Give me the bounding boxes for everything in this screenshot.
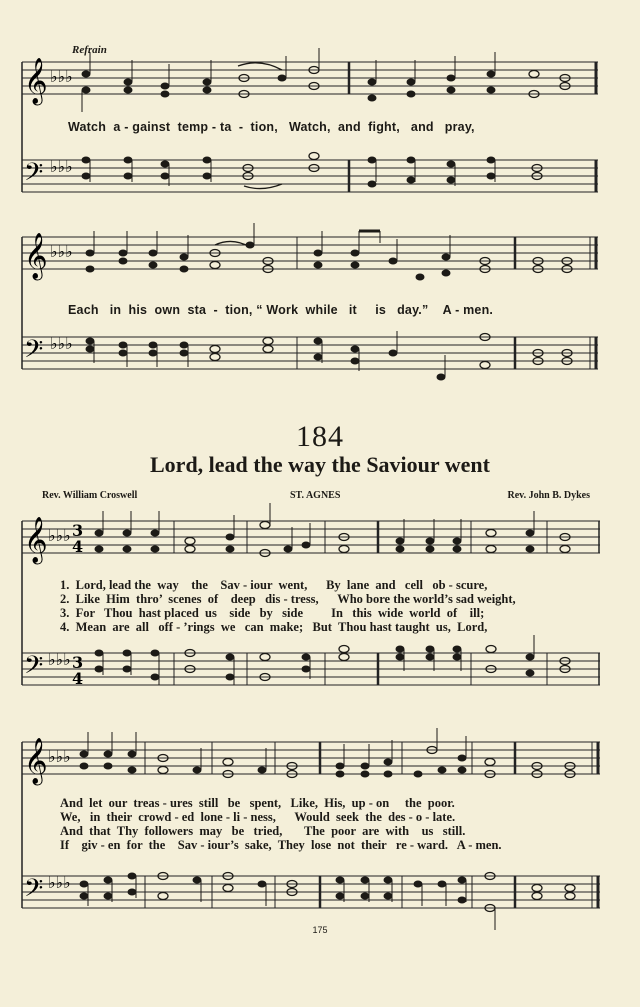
- svg-text:♭♭♭: ♭♭♭: [50, 157, 73, 176]
- refrain-lyric-line-1: Watch a - gainst temp - ta - tion, Watch, and fight, and pray,: [68, 120, 475, 134]
- time-signature-bottom-treble: 4: [72, 537, 84, 556]
- svg-text:𝄢: 𝄢: [24, 874, 44, 909]
- svg-text:♭♭♭: ♭♭♭: [50, 242, 73, 261]
- verse-line-3: 3. For Thou hast placed us side by side In this wide world of ill;: [60, 606, 485, 620]
- time-signature-top-bass: 3: [72, 653, 84, 672]
- verse-line-2: 2. Like Him thro’ scenes of deep dis - tress, Who bore the world’s sad weight,: [60, 592, 516, 606]
- svg-text:♭♭♭: ♭♭♭: [50, 334, 73, 353]
- svg-text:♭♭♭: ♭♭♭: [48, 526, 71, 545]
- svg-text:♭♭♭: ♭♭♭: [50, 67, 73, 86]
- time-signature-bottom-bass: 4: [72, 669, 84, 688]
- hymn-tune: ST. AGNES: [290, 490, 341, 501]
- svg-text:𝄞: 𝄞: [24, 738, 48, 784]
- music-system-2: [0, 225, 640, 395]
- svg-text:𝄞: 𝄞: [24, 58, 48, 104]
- hymn-author: Rev. William Croswell: [42, 490, 138, 501]
- svg-text:𝄞: 𝄞: [24, 233, 48, 279]
- hymn-number: 184: [296, 420, 344, 453]
- staff-pair-1: [0, 0, 640, 210]
- svg-text:𝄢: 𝄢: [24, 158, 44, 193]
- music-system-1: [0, 0, 640, 210]
- page-number: 175: [312, 925, 328, 935]
- svg-text:𝄞: 𝄞: [24, 517, 48, 563]
- svg-text:𝄢: 𝄢: [24, 651, 44, 686]
- svg-text:♭♭♭: ♭♭♭: [48, 650, 71, 669]
- svg-text:♭♭♭: ♭♭♭: [48, 873, 71, 892]
- refrain-label: Refrain: [72, 44, 107, 56]
- music-system-3: [0, 505, 640, 705]
- hymn-composer: Rev. John B. Dykes: [507, 490, 590, 501]
- time-signature-top-treble: 3: [72, 521, 84, 540]
- svg-text:♭♭♭: ♭♭♭: [48, 747, 71, 766]
- refrain-lyric-line-2: Each in his own sta - tion, “ Work while it is day.” A - men.: [68, 303, 494, 317]
- music-system-4: [0, 730, 640, 925]
- verse-line-8: If giv - en for the Sav - iour’s sake, They lose not their re - ward. A - men.: [60, 838, 502, 852]
- verse-line-1: 1. Lord, lead the way the Sav - iour went, By lane and cell ob - scure,: [60, 578, 488, 592]
- hymn-title: Lord, lead the way the Saviour went: [150, 452, 490, 477]
- verse-line-7: And that Thy followers may be tried, The poor are with us still.: [60, 824, 466, 838]
- verse-line-6: We, in their crowd - ed lone - li - ness, Would seek the des - o - late.: [60, 810, 456, 824]
- svg-text:𝄢: 𝄢: [24, 335, 44, 370]
- verse-line-5: And let our treas - ures still be spent, Like, His, up - on the poor.: [60, 796, 455, 810]
- verse-line-4: 4. Mean are all off - ’rings we can make; But Thou hast taught us, Lord,: [60, 620, 488, 634]
